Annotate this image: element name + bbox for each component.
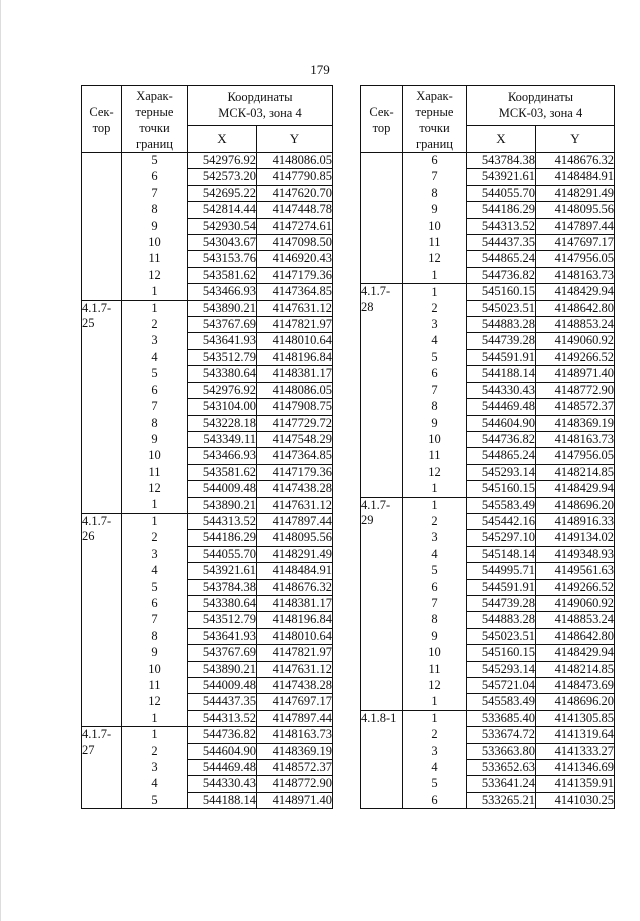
header-coordinates: Координаты МСК-03, зона 4 [188, 86, 333, 126]
x-cell: 543153.76 [188, 251, 257, 267]
point-cell: 12 [403, 678, 467, 694]
point-cell: 9 [122, 431, 188, 447]
point-cell: 12 [122, 267, 188, 283]
point-cell: 2 [403, 300, 467, 316]
x-cell: 544186.29 [188, 530, 257, 546]
point-cell: 5 [122, 366, 188, 382]
point-cell: 12 [122, 694, 188, 710]
x-cell: 543890.21 [188, 300, 257, 316]
x-cell: 543641.93 [188, 333, 257, 349]
y-cell: 4147364.85 [257, 448, 333, 464]
y-cell: 4148971.40 [257, 792, 333, 808]
y-cell: 4148196.84 [257, 349, 333, 365]
y-cell: 4148214.85 [536, 661, 615, 677]
x-cell: 545293.14 [467, 661, 536, 677]
y-cell: 4148484.91 [536, 169, 615, 185]
y-cell: 4148095.56 [536, 202, 615, 218]
point-cell: 7 [403, 169, 467, 185]
table-row [361, 153, 615, 169]
y-cell: 4147631.12 [257, 497, 333, 513]
point-cell: 10 [403, 431, 467, 447]
x-cell: 544604.90 [188, 743, 257, 759]
point-cell: 3 [122, 333, 188, 349]
x-cell: 544591.91 [467, 349, 536, 365]
point-cell: 7 [122, 399, 188, 415]
point-cell: 11 [122, 678, 188, 694]
point-cell: 11 [122, 251, 188, 267]
sector-cell [82, 153, 122, 301]
x-cell: 533652.63 [467, 760, 536, 776]
y-cell: 4147821.97 [257, 645, 333, 661]
x-cell: 542976.92 [188, 382, 257, 398]
x-cell: 543512.79 [188, 349, 257, 365]
y-cell: 4148163.73 [536, 267, 615, 283]
x-cell: 545442.16 [467, 513, 536, 529]
x-cell: 544865.24 [467, 448, 536, 464]
point-cell: 1 [122, 300, 188, 316]
y-cell: 4148676.32 [536, 153, 615, 169]
sector-group [361, 710, 615, 808]
y-cell: 4146920.43 [257, 251, 333, 267]
y-cell: 4147631.12 [257, 300, 333, 316]
sector-group [361, 153, 615, 284]
x-cell: 533685.40 [467, 710, 536, 726]
point-cell: 12 [403, 464, 467, 480]
x-cell: 545583.49 [467, 694, 536, 710]
x-cell: 543581.62 [188, 267, 257, 283]
x-cell: 543104.00 [188, 399, 257, 415]
x-cell: 544469.48 [467, 399, 536, 415]
table-row [82, 513, 333, 529]
y-cell: 4148010.64 [257, 333, 333, 349]
point-cell: 11 [403, 661, 467, 677]
y-cell: 4148429.94 [536, 481, 615, 497]
sector-group [82, 153, 333, 301]
point-cell: 10 [403, 218, 467, 234]
x-cell: 544330.43 [188, 776, 257, 792]
coordinates-table-right [360, 85, 615, 809]
x-cell: 533663.80 [467, 743, 536, 759]
sector-cell: 4.1.7- 28 [361, 284, 403, 497]
y-cell: 4147790.85 [257, 169, 333, 185]
y-cell: 4148086.05 [257, 153, 333, 169]
point-cell: 3 [403, 743, 467, 759]
x-cell: 533674.72 [467, 727, 536, 743]
y-cell: 4148429.94 [536, 645, 615, 661]
point-cell: 8 [122, 415, 188, 431]
point-cell: 12 [122, 481, 188, 497]
y-cell: 4147438.28 [257, 678, 333, 694]
point-cell: 7 [403, 595, 467, 611]
x-cell: 545023.51 [467, 300, 536, 316]
x-cell: 543784.38 [467, 153, 536, 169]
x-cell: 545160.15 [467, 284, 536, 300]
point-cell: 6 [403, 579, 467, 595]
y-cell: 4148369.19 [257, 743, 333, 759]
x-cell: 544313.52 [467, 218, 536, 234]
scan-edge [0, 0, 1, 921]
point-cell: 1 [403, 481, 467, 497]
point-cell: 1 [122, 513, 188, 529]
y-cell: 4148853.24 [536, 612, 615, 628]
y-cell: 4147908.75 [257, 399, 333, 415]
y-cell: 4147631.12 [257, 661, 333, 677]
point-cell: 6 [122, 169, 188, 185]
x-cell: 544736.82 [467, 431, 536, 447]
point-cell: 10 [122, 661, 188, 677]
x-cell: 544437.35 [467, 235, 536, 251]
point-cell: 6 [122, 382, 188, 398]
x-cell: 543921.61 [467, 169, 536, 185]
x-cell: 544188.14 [467, 366, 536, 382]
y-cell: 4148916.33 [536, 513, 615, 529]
point-cell: 8 [122, 202, 188, 218]
y-cell: 4148291.49 [536, 185, 615, 201]
point-cell: 4 [403, 333, 467, 349]
point-cell: 3 [122, 546, 188, 562]
x-cell: 533265.21 [467, 792, 536, 808]
y-cell: 4147438.28 [257, 481, 333, 497]
point-cell: 1 [403, 694, 467, 710]
y-cell: 4147897.44 [257, 710, 333, 726]
point-cell: 7 [403, 382, 467, 398]
y-cell: 4149561.63 [536, 563, 615, 579]
point-cell: 12 [403, 251, 467, 267]
y-cell: 4148642.80 [536, 300, 615, 316]
x-cell: 544055.70 [467, 185, 536, 201]
y-cell: 4149266.52 [536, 579, 615, 595]
y-cell: 4147897.44 [257, 513, 333, 529]
point-cell: 2 [122, 530, 188, 546]
point-cell: 6 [403, 366, 467, 382]
y-cell: 4141333.27 [536, 743, 615, 759]
x-cell: 542573.20 [188, 169, 257, 185]
point-cell: 8 [403, 612, 467, 628]
table-row [361, 284, 615, 300]
x-cell: 545160.15 [467, 645, 536, 661]
x-cell: 544437.35 [188, 694, 257, 710]
point-cell: 4 [122, 349, 188, 365]
y-cell: 4147956.05 [536, 251, 615, 267]
y-cell: 4141030.25 [536, 792, 615, 808]
point-cell: 8 [403, 399, 467, 415]
x-cell: 542976.92 [188, 153, 257, 169]
point-cell: 8 [122, 628, 188, 644]
x-cell: 543228.18 [188, 415, 257, 431]
x-cell: 544883.28 [467, 612, 536, 628]
point-cell: 1 [122, 497, 188, 513]
point-cell: 5 [122, 792, 188, 808]
y-cell: 4148642.80 [536, 628, 615, 644]
sector-group [361, 497, 615, 710]
point-cell: 6 [403, 153, 467, 169]
x-cell: 544739.28 [467, 595, 536, 611]
x-cell: 543767.69 [188, 645, 257, 661]
header-coordinates: Координаты МСК-03, зона 4 [467, 86, 615, 126]
y-cell: 4149348.93 [536, 546, 615, 562]
point-cell: 1 [122, 284, 188, 300]
page-number: 179 [310, 62, 330, 77]
y-cell: 4149060.92 [536, 595, 615, 611]
y-cell: 4141359.91 [536, 776, 615, 792]
table-row [82, 727, 333, 743]
point-cell: 3 [403, 317, 467, 333]
x-cell: 543641.93 [188, 628, 257, 644]
point-cell: 1 [122, 727, 188, 743]
y-cell: 4148163.73 [536, 431, 615, 447]
y-cell: 4148676.32 [257, 579, 333, 595]
x-cell: 543890.21 [188, 661, 257, 677]
point-cell: 4 [122, 563, 188, 579]
sector-cell: 4.1.7- 26 [82, 513, 122, 726]
y-cell: 4147897.44 [536, 218, 615, 234]
y-cell: 4148484.91 [257, 563, 333, 579]
point-cell: 5 [122, 579, 188, 595]
x-cell: 545160.15 [467, 481, 536, 497]
x-cell: 543767.69 [188, 317, 257, 333]
y-cell: 4148163.73 [257, 727, 333, 743]
point-cell: 5 [403, 776, 467, 792]
point-cell: 9 [403, 415, 467, 431]
y-cell: 4148214.85 [536, 464, 615, 480]
x-cell: 545721.04 [467, 678, 536, 694]
x-cell: 543581.62 [188, 464, 257, 480]
y-cell: 4147274.61 [257, 218, 333, 234]
y-cell: 4147697.17 [257, 694, 333, 710]
x-cell: 544330.43 [467, 382, 536, 398]
sector-cell: 4.1.8-1 [361, 710, 403, 808]
y-cell: 4147956.05 [536, 448, 615, 464]
y-cell: 4148086.05 [257, 382, 333, 398]
sector-group [82, 727, 333, 809]
sector-group [361, 284, 615, 497]
sector-cell: 4.1.7- 27 [82, 727, 122, 809]
x-cell: 544739.28 [467, 333, 536, 349]
y-cell: 4148369.19 [536, 415, 615, 431]
x-cell: 544313.52 [188, 513, 257, 529]
point-cell: 1 [403, 284, 467, 300]
point-cell: 8 [403, 185, 467, 201]
x-cell: 543512.79 [188, 612, 257, 628]
x-cell: 544055.70 [188, 546, 257, 562]
y-cell: 4147620.70 [257, 185, 333, 201]
header-y: Y [257, 125, 333, 152]
y-cell: 4148572.37 [536, 399, 615, 415]
table-row [361, 497, 615, 513]
point-cell: 2 [122, 743, 188, 759]
x-cell: 543466.93 [188, 448, 257, 464]
header-points: Харак- терные точки границ [122, 86, 188, 153]
point-cell: 10 [122, 235, 188, 251]
y-cell: 4148853.24 [536, 317, 615, 333]
point-cell: 3 [403, 530, 467, 546]
x-cell: 544313.52 [188, 710, 257, 726]
x-cell: 545297.10 [467, 530, 536, 546]
header-x: X [467, 125, 536, 152]
x-cell: 543466.93 [188, 284, 257, 300]
point-cell: 7 [122, 612, 188, 628]
point-cell: 2 [403, 513, 467, 529]
x-cell: 542930.54 [188, 218, 257, 234]
x-cell: 543921.61 [188, 563, 257, 579]
header-y: Y [536, 125, 615, 152]
y-cell: 4148291.49 [257, 546, 333, 562]
point-cell: 1 [403, 710, 467, 726]
x-cell: 544186.29 [467, 202, 536, 218]
table-row [82, 153, 333, 169]
point-cell: 11 [403, 235, 467, 251]
x-cell: 544188.14 [188, 792, 257, 808]
sector-cell: 4.1.7- 25 [82, 300, 122, 513]
y-cell: 4148381.17 [257, 595, 333, 611]
y-cell: 4147697.17 [536, 235, 615, 251]
point-cell: 4 [403, 760, 467, 776]
x-cell: 543890.21 [188, 497, 257, 513]
y-cell: 4141319.64 [536, 727, 615, 743]
y-cell: 4147098.50 [257, 235, 333, 251]
x-cell: 543784.38 [188, 579, 257, 595]
point-cell: 9 [122, 645, 188, 661]
x-cell: 545023.51 [467, 628, 536, 644]
point-cell: 5 [403, 349, 467, 365]
y-cell: 4147179.36 [257, 267, 333, 283]
point-cell: 5 [122, 153, 188, 169]
point-cell: 2 [122, 317, 188, 333]
x-cell: 545583.49 [467, 497, 536, 513]
point-cell: 9 [403, 628, 467, 644]
y-cell: 4148473.69 [536, 678, 615, 694]
x-cell: 543380.64 [188, 595, 257, 611]
x-cell: 543380.64 [188, 366, 257, 382]
table-row [361, 710, 615, 726]
point-cell: 1 [122, 710, 188, 726]
x-cell: 545148.14 [467, 546, 536, 562]
x-cell: 544736.82 [467, 267, 536, 283]
x-cell: 533641.24 [467, 776, 536, 792]
y-cell: 4148772.90 [536, 382, 615, 398]
x-cell: 544883.28 [467, 317, 536, 333]
x-cell: 542814.44 [188, 202, 257, 218]
x-cell: 544591.91 [467, 579, 536, 595]
y-cell: 4148572.37 [257, 760, 333, 776]
x-cell: 545293.14 [467, 464, 536, 480]
y-cell: 4149134.02 [536, 530, 615, 546]
point-cell: 10 [403, 645, 467, 661]
point-cell: 11 [403, 448, 467, 464]
header-sector: Сек- тор [82, 86, 122, 153]
y-cell: 4149060.92 [536, 333, 615, 349]
x-cell: 543349.11 [188, 431, 257, 447]
y-cell: 4148095.56 [257, 530, 333, 546]
x-cell: 542695.22 [188, 185, 257, 201]
point-cell: 9 [403, 202, 467, 218]
point-cell: 9 [122, 218, 188, 234]
y-cell: 4147179.36 [257, 464, 333, 480]
coordinates-table-left [81, 85, 333, 809]
y-cell: 4149266.52 [536, 349, 615, 365]
point-cell: 10 [122, 448, 188, 464]
point-cell: 5 [403, 563, 467, 579]
x-cell: 544604.90 [467, 415, 536, 431]
sector-cell: 4.1.7- 29 [361, 497, 403, 710]
y-cell: 4148772.90 [257, 776, 333, 792]
point-cell: 6 [122, 595, 188, 611]
y-cell: 4148196.84 [257, 612, 333, 628]
sector-cell [361, 153, 403, 284]
x-cell: 544865.24 [467, 251, 536, 267]
point-cell: 1 [403, 267, 467, 283]
y-cell: 4148010.64 [257, 628, 333, 644]
point-cell: 6 [403, 792, 467, 808]
sector-group [82, 300, 333, 513]
header-points: Харак- терные точки границ [403, 86, 467, 153]
y-cell: 4148696.20 [536, 497, 615, 513]
y-cell: 4147448.78 [257, 202, 333, 218]
y-cell: 4147548.29 [257, 431, 333, 447]
x-cell: 544469.48 [188, 760, 257, 776]
table-row [82, 300, 333, 316]
x-cell: 544736.82 [188, 727, 257, 743]
sector-group [82, 513, 333, 726]
x-cell: 544995.71 [467, 563, 536, 579]
x-cell: 543043.67 [188, 235, 257, 251]
y-cell: 4148381.17 [257, 366, 333, 382]
y-cell: 4147729.72 [257, 415, 333, 431]
point-cell: 3 [122, 760, 188, 776]
header-x: X [188, 125, 257, 152]
point-cell: 2 [403, 727, 467, 743]
point-cell: 1 [403, 497, 467, 513]
point-cell: 4 [122, 776, 188, 792]
y-cell: 4148696.20 [536, 694, 615, 710]
point-cell: 7 [122, 185, 188, 201]
y-cell: 4141305.85 [536, 710, 615, 726]
header-sector: Сек- тор [361, 86, 403, 153]
y-cell: 4148971.40 [536, 366, 615, 382]
x-cell: 544009.48 [188, 678, 257, 694]
y-cell: 4147821.97 [257, 317, 333, 333]
y-cell: 4148429.94 [536, 284, 615, 300]
x-cell: 544009.48 [188, 481, 257, 497]
y-cell: 4141346.69 [536, 760, 615, 776]
point-cell: 4 [403, 546, 467, 562]
point-cell: 11 [122, 464, 188, 480]
y-cell: 4147364.85 [257, 284, 333, 300]
